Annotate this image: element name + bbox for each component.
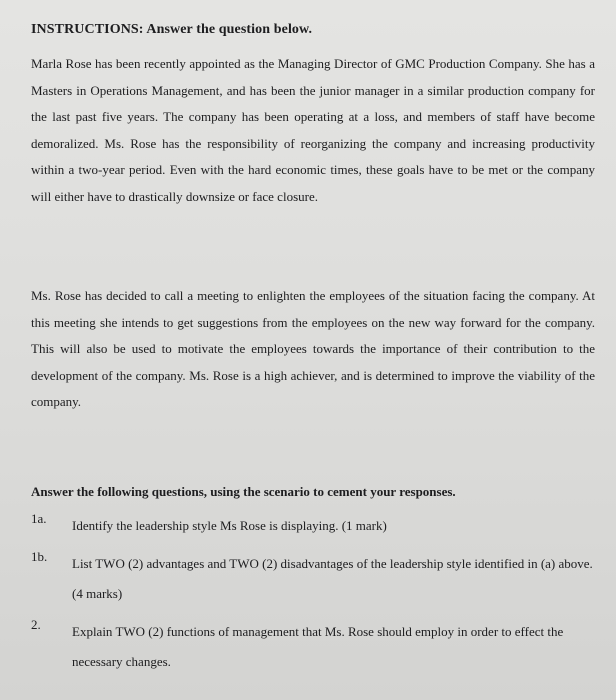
question-number: 1a. <box>31 511 47 526</box>
questions-subheading: Answer the following questions, using the scenario to cement your responses. <box>31 484 456 499</box>
instructions-heading: INSTRUCTIONS: Answer the question below. <box>31 22 313 37</box>
scenario-paragraph-1: Marla Rose has been recently appointed as the Managing Director of GMC Production Company. She has a Masters in Operations Management, and has been the junior manager in a similar production company for the last past five years. The company has been operating at a loss, and members of staff have become demoralized. Ms. Rose has the responsibility of reorganizing the company and increasing productivity within a two-year period. Even with the hard economic times, these goals have to be met or the company will either have to drastically downsize or face closure. <box>31 56 595 204</box>
question-text: Identify the leadership style Ms Rose is displaying. (1 mark) <box>72 518 387 533</box>
question-number: 1b. <box>31 549 48 564</box>
question-text: Explain TWO (2) functions of management that Ms. Rose should employ in order to effect the necessary changes. <box>72 624 564 669</box>
question-text: List TWO (2) advantages and TWO (2) disadvantages of the leadership style identified in (a) above. (4 marks) <box>72 556 593 601</box>
question-number: 2. <box>31 617 41 632</box>
scenario-paragraph-2: Ms. Rose has decided to call a meeting to enlighten the employees of the situation facing the company. At this meeting she intends to get suggestions from the employees on the new way forward for the company. This will also be used to motivate the employees towards the importance of their contribution to the development of the company. Ms. Rose is a high achiever, and is determined to improve the viability of the company. <box>31 288 595 410</box>
